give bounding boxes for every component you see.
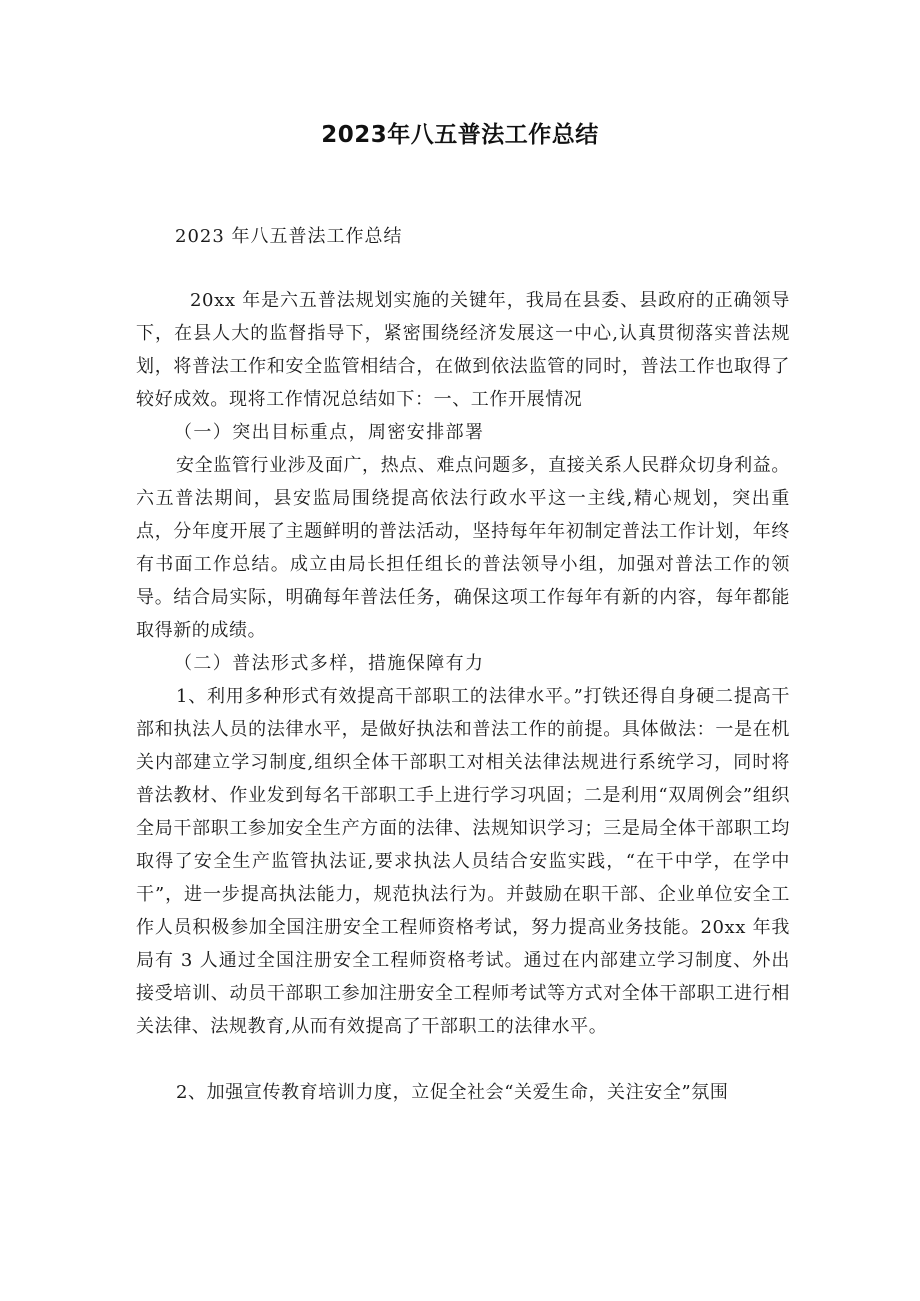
document-body [136,284,790,1109]
paragraph-gap [136,1043,790,1076]
item-2-paragraph: 2、加强宣传教育培训力度，立促全社会“关爱生命，关注安全”氛围 [176,1082,729,1103]
section-1-paragraph: 安全监管行业涉及面广，热点、难点问题多，直接关系人民群众切身利益。六五普法期间，县安监局围绕提高依法行政水平这一主线,精心规划，突出重点，分年度开展了主题鲜明的普法活动，坚持每年年初制定普法工作计划，年终有书面工作总结。成立由局长担任组长的普法领导小组，加强对普法工作的领导。结合局实际，明确每年普法任务，确保这项工作每年有新的内容，每年都能取得新的成绩。 [136,455,790,641]
intro-paragraph: 20xx 年是六五普法规划实施的关键年，我局在县委、县政府的正确领导下，在县人大的监督指导下，紧密围绕经济发展这一中心,认真贯彻落实普法规划，将普法工作和安全监管相结合，在做到依法监管的同时，普法工作也取得了较好成效。现将工作情况总结如下：一、工作开展情况 [136,290,790,410]
document-subtitle: 2023 年八五普法工作总结 [175,226,403,247]
section-heading-1: （一）突出目标重点，周密安排部署 [174,422,485,443]
section-heading-2: （二）普法形式多样，措施保障有力 [174,653,485,674]
document-title: 2023年八五普法工作总结 [321,122,599,148]
item-1-paragraph: 1、利用多种形式有效提高干部职工的法律水平。”打铁还得自身硬二提高干部和执法人员的法律水平，是做好执法和普法工作的前提。具体做法：一是在机关内部建立学习制度,组织全体干部职工对相关法律法规进行系统学习，同时将普法教材、作业发到每名干部职工手上进行学习巩固；二是利用“双周例会”组织全局干部职工参加安全生产方面的法律、法规知识学习；三是局全体干部职工均取得了安全生产监管执法证,要求执法人员结合安监实践，“在干中学，在学中干”，进一步提高执法能力，规范执法行为。并鼓励在职干部、企业单位安全工作人员积极参加全国注册安全工程师资格考试，努力提高业务技能。20xx 年我局有 3 人通过全国注册安全工程师资格考试。通过在内部建立学习制度、外出接受培训、动员干部职工参加注册安全工程师考试等方式对全体干部职工进行相关法律、法规教育,从而有效提高了干部职工的法律水平。 [136,686,790,1037]
